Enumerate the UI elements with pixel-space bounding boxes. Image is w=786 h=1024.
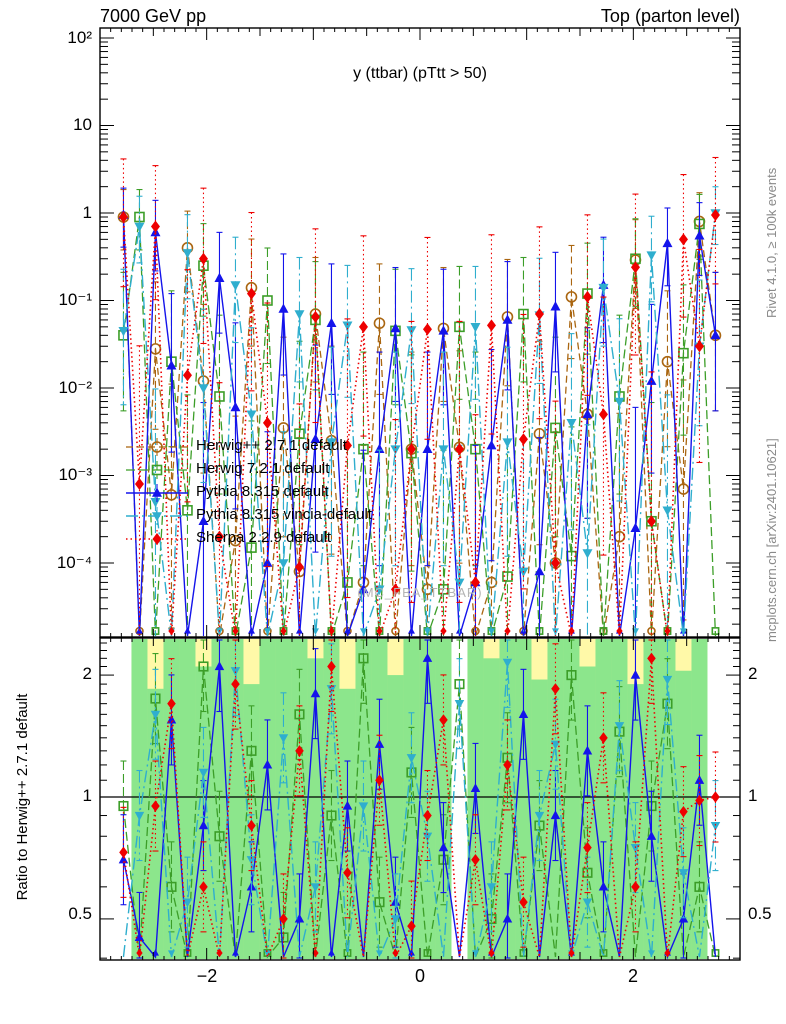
ytick-1e-3: 10⁻³ [58, 465, 92, 484]
ytick-1e1: 10 [73, 115, 92, 134]
ratio-tick-2-left: 2 [82, 664, 92, 683]
header-process: Top (parton level) [600, 6, 740, 26]
ratio-tick-2-right: 2 [748, 664, 758, 683]
header-beam: 7000 GeV pp [100, 6, 207, 26]
legend-label-pythia-vincia: Pythia 8.315 vincia-default [196, 506, 372, 523]
ratio-axis-label: Ratio to Herwig++ 2.7.1 default [14, 693, 31, 901]
analysis-watermark: (MC_FBA_TTBAR) [357, 585, 483, 600]
rivet-version-note: Rivet 4.1.0, ≥ 100k events [764, 167, 779, 318]
ratio-tick-05-right: 0.5 [748, 904, 772, 923]
ytick-1e-4: 10⁻⁴ [56, 553, 92, 572]
ytick-1: 1 [82, 203, 92, 222]
legend-label-pythia-8315: Pythia 8.315 default [196, 483, 329, 500]
ratio-tick-1-right: 1 [748, 786, 758, 805]
ratio-tick-05-left: 0.5 [68, 904, 92, 923]
legend-label-herwig-721: Herwig 7.2.1 default [196, 460, 330, 477]
mcplots-arxiv-note: mcplots.cern.ch [arXiv:2401.10621] [764, 438, 779, 642]
xtick-minus2: −2 [196, 966, 218, 986]
ytick-1e-1: 10⁻¹ [58, 290, 92, 309]
ratio-tick-1-left: 1 [82, 786, 92, 805]
xtick-2: 2 [627, 966, 638, 986]
observable-title: y (ttbar) (pTtt > 50) [353, 65, 487, 82]
ytick-1e2: 10² [67, 28, 92, 47]
legend-label-herwigpp-271: Herwig++ 2.7.1 default [196, 437, 347, 454]
xtick-0: 0 [414, 966, 425, 986]
ytick-1e-2: 10⁻² [58, 378, 92, 397]
legend-label-sherpa-229: Sherpa 2.2.9 default [196, 529, 332, 546]
